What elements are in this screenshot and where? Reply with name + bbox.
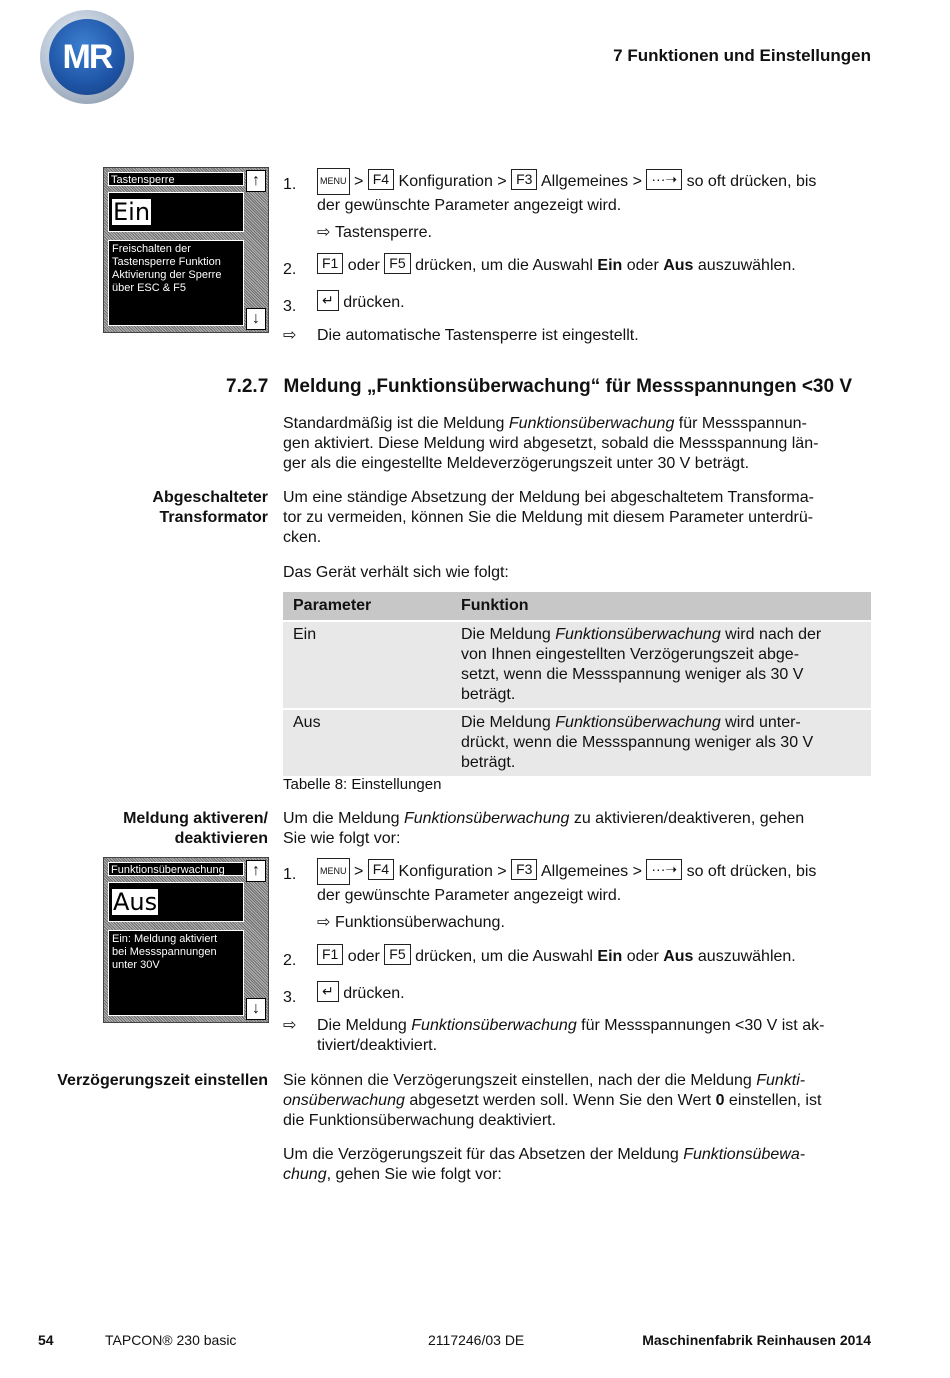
next-key-icon: ···➝ bbox=[646, 169, 682, 190]
paragraph-verzoegerungszeit-steps bbox=[283, 1145, 873, 1185]
f3-key-icon: F3 bbox=[511, 859, 537, 880]
text: drückt, wenn die Messspannung weniger als 30 V bbox=[461, 734, 814, 751]
step-number: 3. bbox=[283, 989, 297, 1006]
step-2-text bbox=[317, 253, 796, 276]
footer-doc-number: 2117246/03 DE bbox=[428, 1332, 525, 1348]
option-ein: Ein bbox=[597, 948, 623, 965]
text: für Messspannungen <30 V ist ak- bbox=[576, 1017, 825, 1034]
side-label-abgeschalteter-transformator bbox=[152, 488, 268, 528]
text: wird unter- bbox=[720, 714, 801, 731]
step-text: oder bbox=[622, 948, 664, 965]
step-1-line2: der gewünschte Parameter angezeigt wird. bbox=[317, 887, 622, 904]
text-italic: Funkti- bbox=[756, 1072, 806, 1089]
screen-value: Ein bbox=[113, 198, 151, 226]
text-italic: chung bbox=[283, 1166, 327, 1183]
next-key-icon: ···➝ bbox=[646, 859, 682, 880]
device-screen-funktionsueberwachung bbox=[103, 857, 269, 1023]
f5-key-icon: F5 bbox=[384, 944, 410, 965]
text: Die Meldung bbox=[461, 626, 556, 643]
step-number: 2. bbox=[283, 952, 297, 969]
enter-key-icon: ↵ bbox=[317, 981, 339, 1002]
screen-title: Funktionsüberwachung bbox=[108, 862, 244, 876]
paragraph-transformator bbox=[283, 488, 873, 548]
text: tiviert/deaktiviert. bbox=[317, 1037, 438, 1054]
step-number: 1. bbox=[283, 866, 297, 883]
text-italic: onsüberwachung bbox=[283, 1092, 405, 1109]
chapter-heading: 7 Funktionen und Einstellungen bbox=[613, 46, 871, 65]
table-cell-funktion bbox=[451, 621, 871, 709]
enter-key-icon: ↵ bbox=[317, 290, 339, 311]
steps-2-result bbox=[283, 1016, 873, 1056]
step-text: drücken. bbox=[343, 985, 405, 1002]
text: für Messspannun- bbox=[674, 415, 807, 432]
text: beträgt. bbox=[461, 754, 516, 771]
step-1-line2: der gewünschte Parameter angezeigt wird. bbox=[317, 197, 622, 214]
side-label-line: Abgeschalteter bbox=[152, 489, 268, 506]
paragraph-aktivieren bbox=[283, 809, 873, 849]
step-text: oder bbox=[347, 257, 380, 274]
step-1-result bbox=[317, 913, 505, 933]
f1-key-icon: F1 bbox=[317, 944, 343, 965]
text-italic: Funktionsüberwachung bbox=[555, 626, 721, 643]
text-bold: 0 bbox=[715, 1092, 725, 1109]
table-row bbox=[283, 621, 871, 709]
table-row bbox=[283, 709, 871, 776]
arrow-down-icon: ↓ bbox=[246, 308, 266, 330]
f5-key-icon: F5 bbox=[384, 253, 410, 274]
text: Sie können die Verzögerungszeit einstellen, nach der die Meldung bbox=[283, 1072, 757, 1089]
steps-1-result bbox=[283, 326, 639, 346]
text-italic: Funktionsüberwachung bbox=[555, 714, 721, 731]
menu-key-icon: MENU bbox=[317, 168, 350, 195]
text: Die Meldung bbox=[461, 714, 556, 731]
f4-key-icon: F4 bbox=[368, 859, 394, 880]
logo-text: MR bbox=[49, 19, 125, 95]
section-heading bbox=[226, 376, 852, 398]
f3-key-icon: F3 bbox=[511, 169, 537, 190]
table-caption: Tabelle 8: Einstellungen bbox=[283, 776, 442, 793]
result-arrow-icon: ⇨ bbox=[317, 914, 331, 931]
step-text: so oft drücken, bis bbox=[686, 173, 817, 190]
arrow-down-icon: ↓ bbox=[246, 998, 266, 1020]
menu-path-konfiguration: Konfiguration > bbox=[398, 173, 507, 190]
side-label-line: deaktivieren bbox=[174, 830, 268, 847]
text: ger als die eingestellte Meldeverzögerungszeit unter 30 V beträgt. bbox=[283, 455, 750, 472]
menu-key-icon: MENU bbox=[317, 858, 350, 885]
screen-value-box bbox=[108, 882, 244, 922]
step-2-text bbox=[317, 944, 796, 967]
result-text: Funktionsüberwachung. bbox=[335, 914, 505, 931]
screen-description: Freischalten der Tastensperre Funktion Aktivierung der Sperre über ESC & F5 bbox=[108, 240, 244, 326]
step-text: oder bbox=[347, 948, 380, 965]
text: , gehen Sie wie folgt vor: bbox=[326, 1166, 502, 1183]
settings-table bbox=[283, 592, 871, 776]
table-header-funktion: Funktion bbox=[451, 592, 871, 621]
step-text: auszuwählen. bbox=[693, 948, 796, 965]
text: Um die Verzögerungszeit für das Absetzen der Meldung bbox=[283, 1146, 684, 1163]
screen-value-box bbox=[108, 192, 244, 232]
step-number: 1. bbox=[283, 176, 297, 193]
step-text: so oft drücken, bis bbox=[686, 863, 817, 880]
text: setzt, wenn die Messspannung weniger als 30 V bbox=[461, 666, 804, 683]
menu-path-allgemeines: Allgemeines > bbox=[540, 173, 642, 190]
option-aus: Aus bbox=[663, 948, 694, 965]
text: Sie wie folgt vor: bbox=[283, 830, 401, 847]
table-cell-funktion bbox=[451, 709, 871, 776]
footer-company: Maschinenfabrik Reinhausen 2014 bbox=[642, 1332, 871, 1348]
table-header-parameter: Parameter bbox=[283, 592, 451, 621]
paragraph-behavior: Das Gerät verhält sich wie folgt: bbox=[283, 564, 509, 581]
step-1-text bbox=[317, 168, 816, 195]
text: zu aktivieren/deaktiveren, gehen bbox=[569, 810, 805, 827]
screen-description: Ein: Meldung aktiviert bei Messspannungen unter 30V bbox=[108, 930, 244, 1016]
result-arrow-icon: ⇨ bbox=[283, 327, 297, 344]
text-italic: Funktionsüberwachung bbox=[411, 1017, 577, 1034]
text: Um eine ständige Absetzung der Meldung bei abgeschaltetem Transforma- bbox=[283, 489, 814, 506]
option-aus: Aus bbox=[663, 257, 694, 274]
text: gen aktiviert. Diese Meldung wird abgesetzt, sobald die Messspannung län- bbox=[283, 435, 819, 452]
text: wird nach der bbox=[720, 626, 822, 643]
text: Standardmäßig ist die Meldung bbox=[283, 415, 509, 432]
text: tor zu vermeiden, können Sie die Meldung mit diesem Parameter unterdrü- bbox=[283, 509, 814, 526]
text: einstellen, ist bbox=[724, 1092, 822, 1109]
result-arrow-icon: ⇨ bbox=[283, 1017, 297, 1034]
table-cell-parameter: Aus bbox=[283, 709, 451, 776]
side-label-verzoegerungszeit: Verzögerungszeit einstellen bbox=[57, 1072, 268, 1089]
side-label-line: Meldung aktiveren/ bbox=[123, 810, 268, 827]
text: abgesetzt werden soll. Wenn Sie den Wert bbox=[404, 1092, 716, 1109]
text: die Funktionsüberwachung deaktiviert. bbox=[283, 1112, 557, 1129]
footer-product: TAPCON® 230 basic bbox=[105, 1332, 237, 1348]
step-1-text bbox=[317, 858, 816, 885]
intro-paragraph bbox=[283, 414, 873, 474]
table-header-row bbox=[283, 592, 871, 621]
text: Die Meldung bbox=[317, 1017, 412, 1034]
menu-path-konfiguration: Konfiguration > bbox=[398, 863, 507, 880]
screen-value: Aus bbox=[113, 888, 158, 916]
f1-key-icon: F1 bbox=[317, 253, 343, 274]
step-number: 2. bbox=[283, 261, 297, 278]
option-ein: Ein bbox=[597, 257, 623, 274]
company-logo bbox=[40, 10, 134, 104]
step-3-text bbox=[317, 290, 405, 313]
step-text: auszuwählen. bbox=[693, 257, 796, 274]
side-label-line: Transformator bbox=[159, 509, 268, 526]
text: beträgt. bbox=[461, 686, 516, 703]
step-text: oder bbox=[622, 257, 664, 274]
step-1-result bbox=[317, 223, 432, 243]
f4-key-icon: F4 bbox=[368, 169, 394, 190]
step-text: drücken, um die Auswahl bbox=[415, 948, 598, 965]
text: cken. bbox=[283, 529, 322, 546]
text-italic: Funktionsübewa- bbox=[683, 1146, 806, 1163]
arrow-up-icon: ↑ bbox=[246, 170, 266, 192]
text-italic: Funktionsüberwachung bbox=[403, 810, 570, 827]
screen-title: Tastensperre bbox=[108, 172, 244, 186]
text: von Ihnen eingestellten Verzögerungszeit abge- bbox=[461, 646, 800, 663]
section-number: 7.2.7 bbox=[226, 376, 269, 397]
separator: > bbox=[353, 863, 364, 880]
step-3-text bbox=[317, 981, 405, 1004]
side-label-meldung-aktivieren bbox=[123, 809, 268, 849]
device-screen-tastensperre bbox=[103, 167, 269, 333]
page-number: 54 bbox=[38, 1332, 54, 1348]
separator: > bbox=[353, 173, 364, 190]
text-italic: Funktionsüberwachung bbox=[508, 415, 675, 432]
menu-path-allgemeines: Allgemeines > bbox=[540, 863, 642, 880]
result-text: Tastensperre. bbox=[335, 224, 432, 241]
section-title: Meldung „Funktionsüberwachung“ für Messspannungen <30 V bbox=[283, 376, 853, 397]
paragraph-verzoegerungszeit bbox=[283, 1071, 873, 1131]
result-arrow-icon: ⇨ bbox=[317, 224, 331, 241]
arrow-up-icon: ↑ bbox=[246, 860, 266, 882]
step-text: drücken. bbox=[343, 294, 405, 311]
table-cell-parameter: Ein bbox=[283, 621, 451, 709]
step-text: drücken, um die Auswahl bbox=[415, 257, 598, 274]
result-text: Die automatische Tastensperre ist eingestellt. bbox=[317, 327, 639, 344]
step-number: 3. bbox=[283, 298, 297, 315]
text: Um die Meldung bbox=[283, 810, 404, 827]
